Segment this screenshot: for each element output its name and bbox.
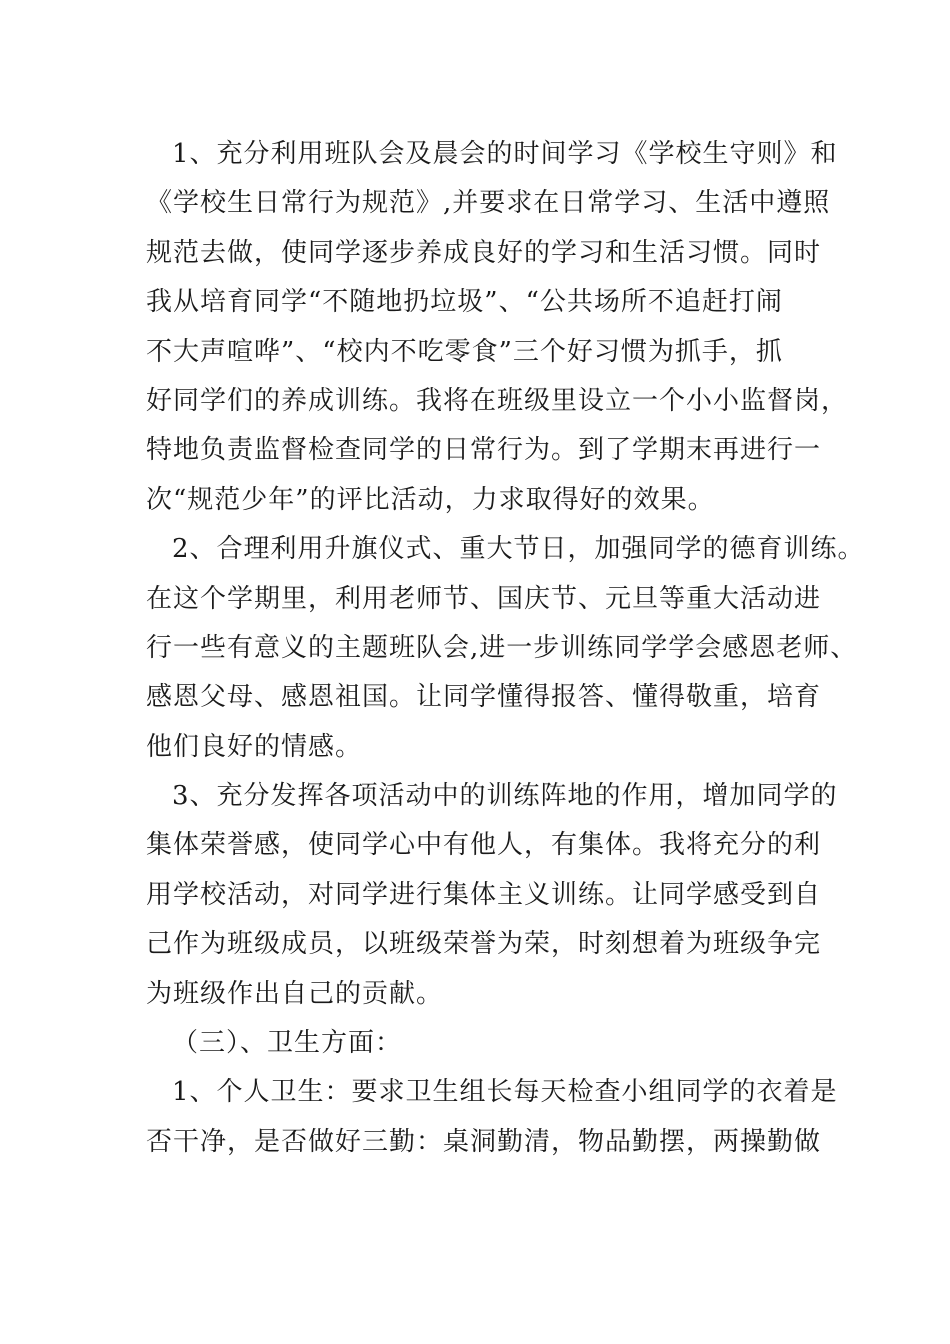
paragraph-line: 好同学们的养成训练。我将在班级里设立一个小小监督岗， bbox=[146, 385, 849, 416]
paragraph-line: 感恩父母、感恩祖国。让同学懂得报答、懂得敬重，培育 bbox=[146, 682, 822, 713]
paragraph-line: 用学校活动，对同学进行集体主义训练。让同学感受到自 bbox=[146, 879, 822, 910]
paragraph-line: 特地负责监督检查同学的日常行为。到了学期末再进行一 bbox=[146, 435, 822, 466]
paragraph-line: 集体荣誉感，使同学心中有他人，有集体。我将充分的利 bbox=[146, 830, 822, 861]
paragraph-line: 《学校生日常行为规范》,并要求在日常学习、生活中遵照 bbox=[146, 188, 831, 219]
paragraph-line: 为班级作出自己的贡献。 bbox=[146, 978, 444, 1009]
paragraph-line: 规范去做，使同学逐步养成良好的学习和生活习惯。同时 bbox=[146, 237, 822, 268]
paragraph-line: 1、充分利用班队会及晨会的时间学习《学校生守则》和 bbox=[172, 139, 838, 169]
paragraph-line: 2、合理利用升旗仪式、重大节日，加强同学的德育训练。 bbox=[172, 534, 865, 565]
paragraph-line: 我从培育同学“不随地扔垃圾”、“公共场所不追赶打闹 bbox=[146, 287, 783, 318]
body-text bbox=[146, 130, 865, 1167]
paragraph-line: 他们良好的情感。 bbox=[146, 731, 363, 762]
paragraph-line: 在这个学期里，利用老师节、国庆节、元旦等重大活动进 bbox=[146, 583, 822, 614]
paragraph-line: 不大声喧哗”、“校内不吃零食”三个好习惯为抓手，抓 bbox=[146, 336, 783, 367]
paragraph-line: 1、个人卫生：要求卫生组长每天检查小组同学的衣着是 bbox=[172, 1077, 838, 1108]
section-heading: （三）、卫生方面： bbox=[172, 1028, 403, 1059]
paragraph-line: 次“规范少年”的评比活动，力求取得好的效果。 bbox=[146, 484, 715, 515]
paragraph-line: 行一些有意义的主题班队会,进一步训练同学学会感恩老师、 bbox=[146, 632, 858, 663]
paragraph-line: 己作为班级成员，以班级荣誉为荣，时刻想着为班级争完 bbox=[146, 929, 822, 960]
paragraph-line: 否干净，是否做好三勤：桌洞勤清，物品勤摆，两操勤做 bbox=[146, 1126, 822, 1157]
paragraph-line: 3、充分发挥各项活动中的训练阵地的作用，增加同学的 bbox=[172, 781, 838, 812]
